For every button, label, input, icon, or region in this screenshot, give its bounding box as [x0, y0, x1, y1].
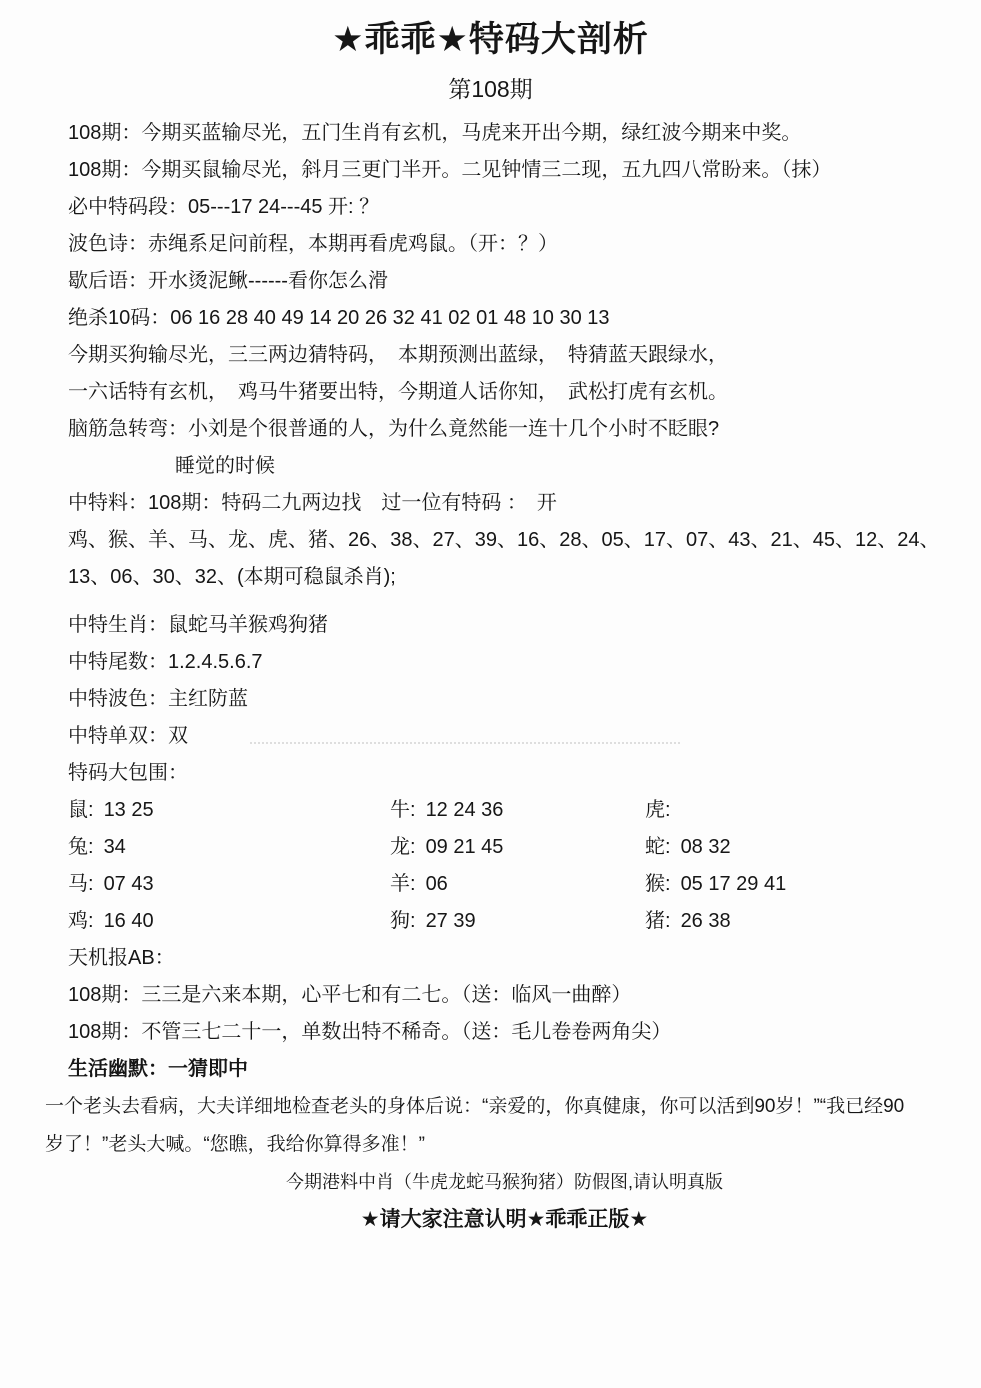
zodiac-cell-label: 狗:: [390, 910, 416, 932]
big-coverage-label: 特码大包围：: [68, 762, 188, 784]
anti-fake-note: 今期港料中肖（牛虎龙蛇马猴狗猪）防假图,请认明真版: [286, 1172, 723, 1192]
zodiac-cell-label: 虎:: [645, 799, 671, 821]
joke-line-2: 岁了！”老头大喊。“您瞧，我给你算得多准！”: [45, 1134, 425, 1155]
zodiac-cell-numbers: 27 39: [425, 910, 476, 932]
page-title: ★乖乖★特码大剖析: [332, 20, 649, 59]
zodiac-cell-numbers: 05 17 29 41: [680, 873, 787, 895]
brain-teaser-line: 脑筋急转弯：小刘是个很普通的人，为什么竟然能一连十几个小时不眨眼?: [68, 418, 720, 440]
brain-teaser-answer: 睡觉的时候: [175, 455, 275, 477]
zodiac-cell-numbers: 34: [103, 836, 126, 858]
faded-watermark-smudge: [250, 742, 680, 744]
zodiac-cell: [390, 792, 645, 829]
issue-verse-line-2: 108期：不管三七二十一，单数出特不稀奇。（送：毛儿卷卷两角尖）: [68, 1021, 672, 1043]
zodiac-cell-label: 蛇:: [645, 836, 671, 858]
zodiac-cell-numbers: 26 38: [680, 910, 731, 932]
tip-line-mouse: 108期：今期买鼠输尽光，斜月三更门半开。二见钟情三二现，五九四八常盼来。（抹）: [68, 159, 832, 181]
zodiac-cell: [645, 903, 941, 940]
zhong-te-tail-line: 中特尾数：1.2.4.5.6.7: [68, 651, 263, 673]
issue-number: 第108期: [448, 76, 533, 102]
must-hit-range-line: 必中特码段：05---17 24---45 开: ？: [68, 196, 380, 218]
kill-10-codes-line: 绝杀10码：06 16 28 40 49 14 20 26 32 41 02 01 48 10 30 13: [68, 307, 610, 329]
candidates-line-2: 13、06、30、32、(本期可稳鼠杀肖);: [68, 566, 396, 588]
zhong-te-odd-even-line: 中特单双：双: [68, 725, 188, 747]
zodiac-cell: [390, 866, 645, 903]
zhong-te-liao-line: 中特料：108期：特码二九两边找 过一位有特码 ： 开: [68, 492, 557, 514]
zodiac-cell-numbers: 12 24 36: [425, 799, 504, 821]
zodiac-cell: [68, 829, 390, 866]
zodiac-cell-label: 鸡:: [68, 910, 94, 932]
zodiac-cell-label: 羊:: [390, 873, 416, 895]
zodiac-cell: [68, 866, 390, 903]
issue-verse-line-1: 108期：三三是六来本期，心平七和有二七。（送：临风一曲醉）: [68, 984, 632, 1006]
life-humor-label: 生活幽默：一猜即中: [68, 1058, 248, 1080]
zodiac-cell-label: 龙:: [390, 836, 416, 858]
xiehouyu-line: 歇后语：开水烫泥鳅------看你怎么滑: [68, 270, 388, 292]
zodiac-cell-numbers: 09 21 45: [425, 836, 504, 858]
zhong-te-zodiac-line: 中特生肖：鼠蛇马羊猴鸡狗猪: [68, 614, 328, 636]
zodiac-cell-numbers: 07 43: [103, 873, 154, 895]
joke-line-1: 一个老头去看病，大夫详细地检查老头的身体后说：“亲爱的，你真健康，你可以活到90岁！”“我已经90: [45, 1096, 905, 1117]
zodiac-cell: [390, 903, 645, 940]
zodiac-cell-numbers: 06: [425, 873, 448, 895]
candidates-line-1: 鸡、猴、羊、马、龙、虎、猪、26、38、27、39、16、28、05、17、07、43、21、45、12、24、: [68, 529, 940, 551]
zhong-te-wave-line: 中特波色：主红防蓝: [68, 688, 248, 710]
zodiac-cell-label: 猴:: [645, 873, 671, 895]
zodiac-cell: [645, 792, 941, 829]
zodiac-cell-label: 鼠:: [68, 799, 94, 821]
zodiac-cell-label: 猪:: [645, 910, 671, 932]
zodiac-cell: [390, 829, 645, 866]
document-body: [0, 104, 981, 1238]
zodiac-cell-label: 牛:: [390, 799, 416, 821]
zodiac-cell-label: 马:: [68, 873, 94, 895]
zodiac-cell: [68, 792, 390, 829]
zodiac-cell-label: 兔:: [68, 836, 94, 858]
dog-tip-line-2: 一六话特有玄机， 鸡马牛猪要出特，今期道人话你知， 武松打虎有玄机。: [68, 381, 728, 403]
tianji-ab-line: 天机报AB：: [68, 947, 175, 969]
zodiac-numbers-table: [68, 792, 941, 940]
zodiac-cell-numbers: 08 32: [680, 836, 731, 858]
zodiac-cell-numbers: 13 25: [103, 799, 154, 821]
zodiac-cell: [645, 829, 941, 866]
dog-tip-line-1: 今期买狗输尽光，三三两边猜特码， 本期预测出蓝绿， 特猜蓝天跟绿水，: [68, 344, 728, 366]
zodiac-cell: [645, 866, 941, 903]
authenticity-footer: ★请大家注意认明★乖乖正版★: [360, 1208, 649, 1231]
zodiac-cell-numbers: 16 40: [103, 910, 154, 932]
wave-color-poem-line: 波色诗：赤绳系足问前程，本期再看虎鸡鼠。（开：？）: [68, 233, 558, 255]
tip-line-blue: 108期：今期买蓝输尽光，五门生肖有玄机，马虎来开出今期，绿红波今期来中奖。: [68, 122, 802, 144]
zodiac-cell: [68, 903, 390, 940]
